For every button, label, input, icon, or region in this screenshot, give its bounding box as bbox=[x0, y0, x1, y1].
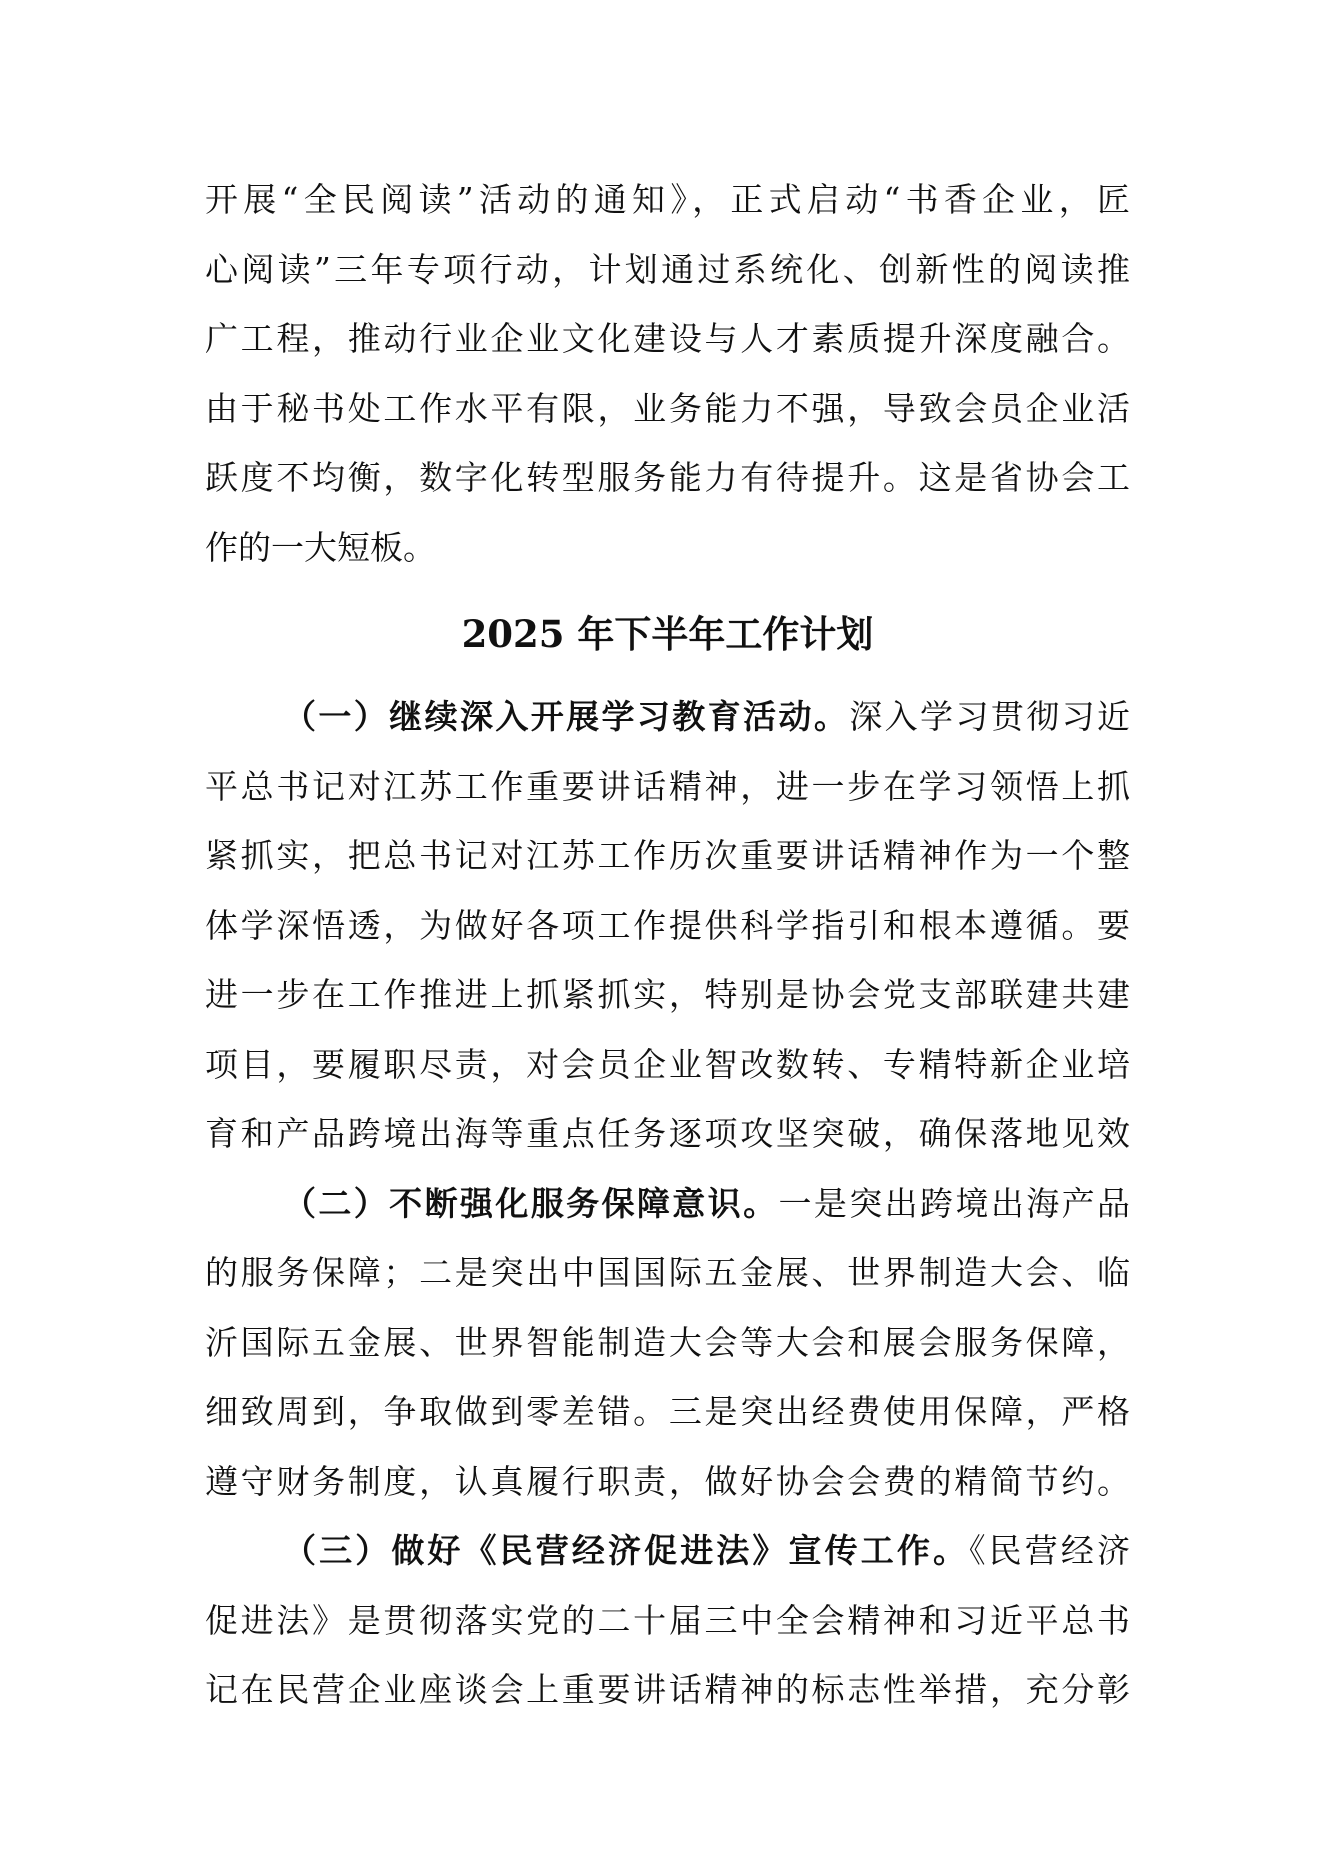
paragraph-line: 记在民营企业座谈会上重要讲话精神的标志性举措，充分彰 bbox=[205, 1670, 1130, 1709]
plan-item-first-line bbox=[205, 1169, 1130, 1239]
plan-item-text: 一是突出跨境出海产品 bbox=[778, 1183, 1131, 1223]
paragraph-line: 进一步在工作推进上抓紧抓实，特别是协会党支部联建共建 bbox=[205, 975, 1130, 1014]
plan-item-heading: （一）继续深入开展学习教育活动。 bbox=[283, 697, 850, 736]
section-title: 2025 年下半年工作计划 bbox=[461, 612, 874, 656]
paragraph-line: 紧抓实，把总书记对江苏工作历次重要讲话精神作为一个整 bbox=[205, 836, 1130, 875]
plan-item-first-line bbox=[205, 1516, 1130, 1586]
paragraph-line: 体学深悟透，为做好各项工作提供科学指引和根本遵循。要 bbox=[205, 905, 1130, 945]
plan-item-heading: （二）不断强化服务保障意识。 bbox=[283, 1183, 779, 1223]
plan-item-1 bbox=[205, 682, 1130, 1169]
paragraph-line: 作的一大短板。 bbox=[205, 527, 436, 567]
paragraph-line: 平总书记对江苏工作重要讲话精神，进一步在学习领悟上抓 bbox=[205, 766, 1130, 806]
paragraph-line: 广工程，推动行业企业文化建设与人才素质提升深度融合。 bbox=[205, 319, 1130, 358]
paragraph-line: 育和产品跨境出海等重点任务逐项攻坚突破，确保落地见效 bbox=[205, 1114, 1130, 1153]
paragraph-line: 心阅读”三年专项行动，计划通过系统化、创新性的阅读推 bbox=[205, 249, 1130, 289]
paragraph-line: 开展“全民阅读”活动的通知》，正式启动“书香企业，匠 bbox=[205, 180, 1130, 219]
continuation-paragraph bbox=[205, 165, 1130, 582]
paragraph-line: 促进法》是贯彻落实党的二十届三中全会精神和习近平总书 bbox=[205, 1600, 1130, 1640]
paragraph-line: 跃度不均衡，数字化转型服务能力有待提升。这是省协会工 bbox=[205, 458, 1130, 497]
plan-item-text: 深入学习贯彻习近 bbox=[849, 697, 1131, 736]
plan-item-2 bbox=[205, 1169, 1130, 1517]
paragraph-line: 项目，要履职尽责，对会员企业智改数转、专精特新企业培 bbox=[205, 1044, 1130, 1084]
paragraph-line: 细致周到，争取做到零差错。三是突出经费使用保障，严格 bbox=[205, 1392, 1130, 1431]
paragraph-line: 的服务保障；二是突出中国国际五金展、世界制造大会、临 bbox=[205, 1253, 1130, 1292]
plan-item-heading: （三）做好《民营经济促进法》宣传工作。 bbox=[283, 1531, 970, 1570]
paragraph-line: 遵守财务制度，认真履行职责，做好协会会费的精简节约。 bbox=[205, 1461, 1130, 1501]
paragraph-line: 由于秘书处工作水平有限，业务能力不强，导致会员企业活 bbox=[205, 388, 1130, 428]
document-body bbox=[205, 165, 1130, 1725]
plan-item-first-line bbox=[205, 682, 1130, 752]
plan-item-3 bbox=[205, 1516, 1130, 1725]
paragraph-line: 沂国际五金展、世界智能制造大会等大会和展会服务保障， bbox=[205, 1322, 1130, 1362]
plan-item-text: 《民营经济 bbox=[969, 1531, 1131, 1570]
